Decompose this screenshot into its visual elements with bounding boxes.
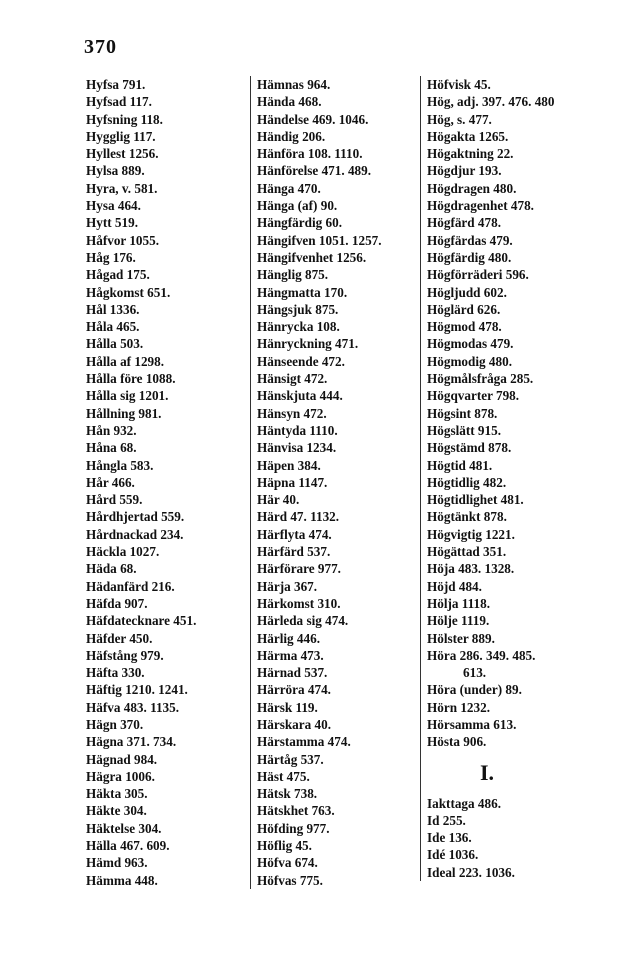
index-entry: Håla 465. (86, 319, 140, 335)
index-entry: Högtänkt 878. (427, 509, 507, 525)
page-number: 370 (84, 36, 117, 58)
index-entry: Högsint 878. (427, 405, 498, 421)
index-entry: Härtåg 537. (257, 751, 324, 767)
index-entry: Häpna 1147. (257, 474, 328, 490)
index-entry: Hämma 448. (86, 872, 158, 888)
index-entry: Hätsk 738. (257, 786, 318, 802)
index-entry: Hänsigt 472. (257, 371, 328, 387)
index-entry: Härskara 40. (257, 716, 331, 732)
index-entry: Hägnad 984. (86, 751, 158, 767)
index-entry: Häntyda 1110. (257, 422, 338, 438)
index-entry: Hylsa 889. (86, 163, 145, 179)
index-entry: Högdragenhet 478. (427, 198, 534, 214)
index-entry: Häckla 1027. (86, 544, 160, 560)
index-entry: Hänvisa 1234. (257, 440, 337, 456)
index-entry: Hänförelse 471. 489. (257, 163, 372, 179)
index-entry: Högtidlighet 481. (427, 492, 524, 508)
index-column-3 (420, 76, 597, 881)
index-entry: Häfva 483. 1135. (86, 699, 180, 715)
index-entry: Häfstång 979. (86, 647, 164, 663)
index-entry: Hålla sig 1201. (86, 388, 169, 404)
index-entry: Häkta 305. (86, 786, 148, 802)
index-entry: Höflig 45. (257, 838, 312, 854)
index-entry: Härförare 977. (257, 561, 341, 577)
index-entry: Hågad 175. (86, 267, 150, 283)
index-entry: Häst 475. (257, 768, 310, 784)
index-entry: Hälla 467. 609. (86, 838, 170, 854)
index-entry: Hån 932. (86, 422, 137, 438)
index-entry: Hyfsning 118. (86, 111, 163, 127)
index-entry: Hängsjuk 875. (257, 301, 339, 317)
index-entry: Id 255. (427, 812, 466, 828)
index-entry: Högmodas 479. (427, 336, 514, 352)
index-entry: Hytt 519. (86, 215, 139, 231)
index-entry: Ide 136. (427, 830, 472, 846)
index-entry: Hål 1336. (86, 301, 140, 317)
index-entry: Håfvor 1055. (86, 232, 160, 248)
index-entry: Hänskjuta 444. (257, 388, 343, 404)
index-entry: Hålla 503. (86, 336, 144, 352)
index-entry: Högättad 351. (427, 544, 507, 560)
index-entry: Hårdnackad 234. (86, 526, 184, 542)
index-entry: Hänga 470. (257, 180, 321, 196)
index-entry: Härfärd 537. (257, 544, 331, 560)
index-entry: Här 40. (257, 492, 300, 508)
index-entry: Härstamma 474. (257, 734, 351, 750)
index-entry: Händelse 469. 1046. (257, 111, 369, 127)
index-entry: Hålla af 1298. (86, 353, 165, 369)
index-entry: Iakttaga 486. (427, 795, 501, 811)
index-entry: Höfva 674. (257, 855, 318, 871)
index-entry: Häfdatecknare 451. (86, 613, 197, 629)
index-entry: Höra 286. 349. 485. (427, 647, 536, 663)
index-entry: Hängfärdig 60. (257, 215, 342, 231)
index-entry: Höfvisk 45. (427, 77, 491, 92)
index-entry: Hålla före 1088. (86, 371, 176, 387)
index-entry: Hädanfärd 216. (86, 578, 175, 594)
index-entry: Härleda sig 474. (257, 613, 349, 629)
index-entry: Högmålsfråga 285. (427, 371, 534, 387)
index-entry: Härkomst 310. (257, 595, 341, 611)
index-entry: Härma 473. (257, 647, 324, 663)
index-entry: Hängmatta 170. (257, 284, 348, 300)
index-entry: Hägn 370. (86, 716, 144, 732)
index-column-1 (86, 76, 242, 889)
index-entry: Hölje 1119. (427, 613, 490, 629)
index-entry: Häpen 384. (257, 457, 321, 473)
index-entry: Härröra 474. (257, 682, 331, 698)
index-entry: Högslätt 915. (427, 422, 501, 438)
index-entry: Hörn 1232. (427, 699, 491, 715)
index-entry: Hända 468. (257, 94, 322, 110)
index-entry: Håna 68. (86, 440, 137, 456)
index-entry: Hätskhet 763. (257, 803, 335, 819)
index-entry: Härd 47. 1132. (257, 509, 340, 525)
index-entry: Högfärdig 480. (427, 249, 512, 265)
index-entry: Häda 68. (86, 561, 137, 577)
index-entry: Hög, adj. 397. 476. 480 (427, 94, 555, 110)
index-entry: Hågkomst 651. (86, 284, 171, 300)
index-entry: Hår 466. (86, 474, 135, 490)
index-entry: Härsk 119. (257, 699, 318, 715)
index-entry: Högdjur 193. (427, 163, 502, 179)
index-entry: Högdragen 480. (427, 180, 517, 196)
index-entry: Hölja 1118. (427, 595, 491, 611)
index-entry: Höfding 977. (257, 820, 330, 836)
index-entry: Häfda 907. (86, 595, 148, 611)
index-entry: Hänseende 472. (257, 353, 345, 369)
index-entry: Högtid 481. (427, 457, 493, 473)
index-entry: Hänsyn 472. (257, 405, 327, 421)
index-entry: Högstämd 878. (427, 440, 512, 456)
index-entry: Högqvarter 798. (427, 388, 520, 404)
index-entry: Häktelse 304. (86, 820, 162, 836)
index-column-2 (250, 76, 423, 889)
index-entry: Hänga (af) 90. (257, 198, 338, 214)
index-entry: Häfder 450. (86, 630, 153, 646)
index-entry: Höja 483. 1328. (427, 561, 515, 577)
index-entry: Högmod 478. (427, 319, 502, 335)
index-entry: Härflyta 474. (257, 526, 332, 542)
index-entry: Hänrycka 108. (257, 319, 340, 335)
index-entry: Härnad 537. (257, 665, 328, 681)
index-entry: Härja 367. (257, 578, 318, 594)
index-entry: Högakta 1265. (427, 128, 509, 144)
index-entry: Höra (under) 89. (427, 682, 522, 698)
index-entry: Hämd 963. (86, 855, 148, 871)
index-entry: Härlig 446. (257, 630, 321, 646)
index-entry: Hänryckning 471. (257, 336, 359, 352)
index-entry: Hög, s. 477. (427, 111, 492, 127)
index-entry: Hölster 889. (427, 630, 495, 646)
index-entry: Hägna 371. 734. (86, 734, 177, 750)
index-entry: Högvigtig 1221. (427, 526, 515, 542)
section-letter-heading: I. (479, 759, 495, 785)
index-entry: Höfvas 775. (257, 872, 323, 888)
index-entry: Häftig 1210. 1241. (86, 682, 188, 698)
index-entry: Höjd 484. (427, 578, 482, 594)
index-entry: Händig 206. (257, 128, 326, 144)
index-entry: Hygglig 117. (86, 128, 156, 144)
index-entry: Häkte 304. (86, 803, 147, 819)
index-entry: Hållning 981. (86, 405, 162, 421)
index-entry: Hysa 464. (86, 198, 141, 214)
index-entry: Hyllest 1256. (86, 146, 159, 162)
index-entry: Höglärd 626. (427, 301, 501, 317)
index-entry: Högljudd 602. (427, 284, 507, 300)
index-entry: Hyfsa 791. (86, 77, 146, 92)
index-entry: Hård 559. (86, 492, 143, 508)
index-entry: Hyfsad 117. (86, 94, 152, 110)
index-entry: Hårdhjertad 559. (86, 509, 185, 525)
index-entry: Håg 176. (86, 249, 136, 265)
index-entry: Högtidlig 482. (427, 474, 507, 490)
index-entry: 613. (463, 665, 487, 681)
index-entry: Hänföra 108. 1110. (257, 146, 363, 162)
index-entry: Högmodig 480. (427, 353, 512, 369)
index-entry: Idé 1036. (427, 847, 479, 863)
index-entry: Högfärd 478. (427, 215, 501, 231)
index-entry: Högförräderi 596. (427, 267, 529, 283)
index-entry: Hyra, v. 581. (86, 180, 158, 196)
index-entry: Hämnas 964. (257, 77, 331, 92)
index-entry: Hängifvenhet 1256. (257, 249, 367, 265)
index-entry: Hörsamma 613. (427, 716, 517, 732)
index-entry: Högfärdas 479. (427, 232, 513, 248)
index-entry: Häfta 330. (86, 665, 145, 681)
index-entry: Hänglig 875. (257, 267, 329, 283)
index-entry: Ideal 223. 1036. (427, 864, 515, 880)
index-entry: Hägra 1006. (86, 768, 155, 784)
index-entry: Högaktning 22. (427, 146, 514, 162)
index-entry: Hösta 906. (427, 734, 487, 750)
index-entry: Hängifven 1051. 1257. (257, 232, 382, 248)
index-entry: Hångla 583. (86, 457, 154, 473)
